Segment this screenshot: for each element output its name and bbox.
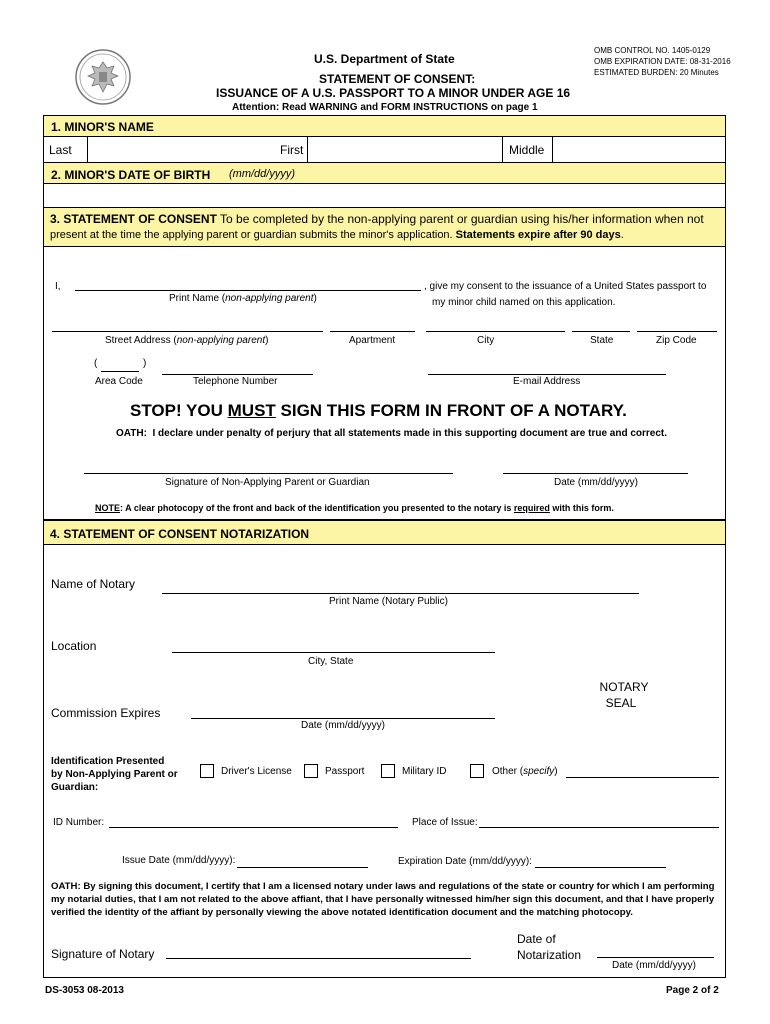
middle-name-input[interactable]	[553, 137, 725, 162]
notarization-date-hint: Date (mm/dd/yyyy)	[612, 960, 696, 971]
state-input[interactable]	[572, 331, 630, 332]
dob-format-hint: (mm/dd/yyyy)	[229, 168, 295, 180]
i-label: I,	[55, 281, 61, 292]
street-address-input[interactable]	[52, 331, 323, 332]
stop-a: STOP! YOU	[130, 401, 228, 420]
parent-date-input[interactable]	[503, 473, 688, 474]
attention-note: Attention: Read WARNING and FORM INSTRUCTIONS on page 1	[232, 102, 538, 113]
section-4-header	[43, 520, 726, 545]
notary-oath: OATH: By signing this document, I certify that I am a licensed notary under laws and regulations of the state or country for which I am performing my notarial duties, that I am not related to the above affiant, that I have personally witnessed him/her sign this document, and that I have properly verified the identity of the affiant by personally viewing the above notated identification document and the matching photocopy.	[51, 881, 715, 918]
print-name-label-c: )	[313, 293, 317, 304]
expiration-date-input[interactable]	[535, 867, 666, 868]
consent-text-2: my minor child named on this application.	[432, 297, 616, 308]
note-a: : A clear photocopy of the front and back of the identification you presented to the notary is	[120, 503, 514, 513]
street-label-c: )	[265, 335, 269, 346]
statements-expire-note: Statements expire after 90 days	[455, 229, 621, 241]
divider	[502, 136, 503, 163]
form-number: DS-3053 08-2013	[45, 985, 124, 996]
print-name-input[interactable]	[75, 290, 421, 291]
other-c: )	[554, 766, 558, 777]
area-code-close-paren: )	[143, 358, 147, 369]
section-2-header	[43, 162, 726, 184]
name-of-notary-label: Name of Notary	[51, 577, 136, 591]
date-of-label: Date of	[517, 932, 556, 946]
drivers-license-label: Driver's License	[221, 766, 292, 777]
other-id-specify-input[interactable]	[566, 777, 719, 778]
print-name-label	[169, 293, 317, 304]
state-label: State	[590, 335, 614, 346]
notary-name-input[interactable]	[162, 593, 639, 594]
id-presented-label-1: Identification Presented	[51, 756, 165, 767]
parent-signature-input[interactable]	[84, 473, 453, 474]
form-title-line2: ISSUANCE OF A U.S. PASSPORT TO A MINOR UNDER AGE 16	[216, 86, 571, 100]
department-seal	[74, 48, 132, 106]
omb-control-no: OMB CONTROL NO. 1405-0129	[594, 46, 711, 55]
consent-text-1: , give my consent to the issuance of a United States passport to	[424, 281, 707, 292]
area-code-open-paren: (	[94, 358, 98, 369]
notarization-date-input[interactable]	[597, 957, 714, 958]
city-state-label: City, State	[308, 656, 354, 667]
middle-name-label: Middle	[509, 143, 545, 157]
military-id-checkbox[interactable]	[381, 764, 395, 778]
note-label: NOTE	[95, 503, 121, 513]
stop-notary-warning	[130, 401, 627, 421]
area-code-input[interactable]	[101, 371, 139, 372]
stop-must: MUST	[227, 401, 276, 420]
id-number-label: ID Number:	[53, 817, 105, 828]
period: .	[620, 229, 624, 241]
issue-date-label: Issue Date (mm/dd/yyyy):	[122, 855, 236, 866]
department-name: U.S. Department of State	[314, 52, 455, 66]
street-label-b: non-applying parent	[176, 335, 266, 346]
notarization-label: Notarization	[517, 948, 582, 962]
place-of-issue-input[interactable]	[479, 827, 719, 828]
other-id-checkbox[interactable]	[470, 764, 484, 778]
passport-label: Passport	[325, 766, 365, 777]
estimated-burden: ESTIMATED BURDEN: 20 Minutes	[594, 68, 719, 77]
photocopy-note	[95, 503, 614, 513]
oath-statement	[116, 428, 667, 439]
id-presented-label-2: by Non-Applying Parent or	[51, 769, 178, 780]
minor-dob-input[interactable]	[43, 183, 726, 208]
commission-date-input[interactable]	[191, 718, 495, 719]
note-c: with this form.	[549, 503, 614, 513]
signature-of-notary-label: Signature of Notary	[51, 947, 155, 961]
drivers-license-checkbox[interactable]	[200, 764, 214, 778]
stop-c: SIGN THIS FORM IN FRONT OF A NOTARY.	[275, 401, 627, 420]
zip-code-label: Zip Code	[656, 335, 697, 346]
city-label: City	[477, 335, 495, 346]
location-input[interactable]	[172, 652, 495, 653]
section-4-title: 4. STATEMENT OF CONSENT NOTARIZATION	[50, 527, 310, 541]
notary-seal-label-2: SEAL	[605, 696, 637, 710]
section-3-text2: present at the time the applying parent or guardian submits the minor's application.	[50, 229, 453, 241]
issue-date-input[interactable]	[237, 867, 368, 868]
id-presented-label-3: Guardian:	[51, 782, 99, 793]
section-3-title: 3. STATEMENT OF CONSENT	[50, 212, 217, 226]
print-name-label-b: non-applying parent	[225, 293, 314, 304]
apartment-input[interactable]	[330, 331, 415, 332]
street-address-label	[105, 335, 268, 346]
apartment-label: Apartment	[349, 335, 396, 346]
expiration-date-label: Expiration Date (mm/dd/yyyy):	[398, 856, 532, 867]
street-label-a: Street Address (	[105, 335, 177, 346]
other-id-label	[492, 766, 558, 777]
id-number-input[interactable]	[109, 827, 398, 828]
first-name-input[interactable]	[308, 137, 501, 162]
section-3-text1: To be completed by the non-applying parent or guardian using his/her information when not	[220, 212, 704, 226]
section-2-title: 2. MINOR'S DATE OF BIRTH	[51, 168, 211, 182]
parent-date-label: Date (mm/dd/yyyy)	[554, 477, 638, 488]
note-required: required	[513, 503, 550, 513]
telephone-label: Telephone Number	[193, 376, 278, 387]
commission-date-hint: Date (mm/dd/yyyy)	[301, 720, 385, 731]
area-code-label: Area Code	[95, 376, 143, 387]
last-name-input[interactable]	[88, 137, 278, 162]
commission-expires-label: Commission Expires	[51, 706, 161, 720]
oath-label: OATH:	[116, 428, 147, 439]
section-3-intro-line1	[50, 212, 704, 226]
notary-seal-label-1: NOTARY	[599, 680, 649, 694]
print-name-label-a: Print Name (	[169, 293, 226, 304]
print-notary-label: Print Name (Notary Public)	[329, 596, 448, 607]
military-id-label: Military ID	[402, 766, 447, 777]
section-1-title: 1. MINOR'S NAME	[51, 120, 154, 134]
passport-checkbox[interactable]	[304, 764, 318, 778]
section-3-intro-line2	[50, 229, 624, 241]
notary-signature-input[interactable]	[166, 958, 471, 959]
section-1-header	[43, 115, 726, 137]
form-title-line1: STATEMENT OF CONSENT:	[319, 72, 476, 86]
other-specify: specify	[523, 766, 555, 777]
omb-expiration: OMB EXPIRATION DATE: 08-31-2016	[594, 57, 731, 66]
page-number: Page 2 of 2	[666, 985, 719, 996]
parent-signature-label: Signature of Non-Applying Parent or Guardian	[165, 477, 370, 488]
email-input[interactable]	[428, 374, 666, 375]
place-of-issue-label: Place of Issue:	[412, 817, 478, 828]
zip-code-input[interactable]	[637, 331, 717, 332]
oath-text: I declare under penalty of perjury that all statements made in this supporting document are true and correct.	[152, 428, 668, 439]
last-name-label: Last	[49, 143, 72, 157]
first-name-label: First	[280, 143, 304, 157]
telephone-input[interactable]	[162, 374, 313, 375]
email-label: E-mail Address	[513, 376, 581, 387]
location-label: Location	[51, 639, 97, 653]
city-input[interactable]	[426, 331, 565, 332]
other-a: Other (	[492, 766, 524, 777]
